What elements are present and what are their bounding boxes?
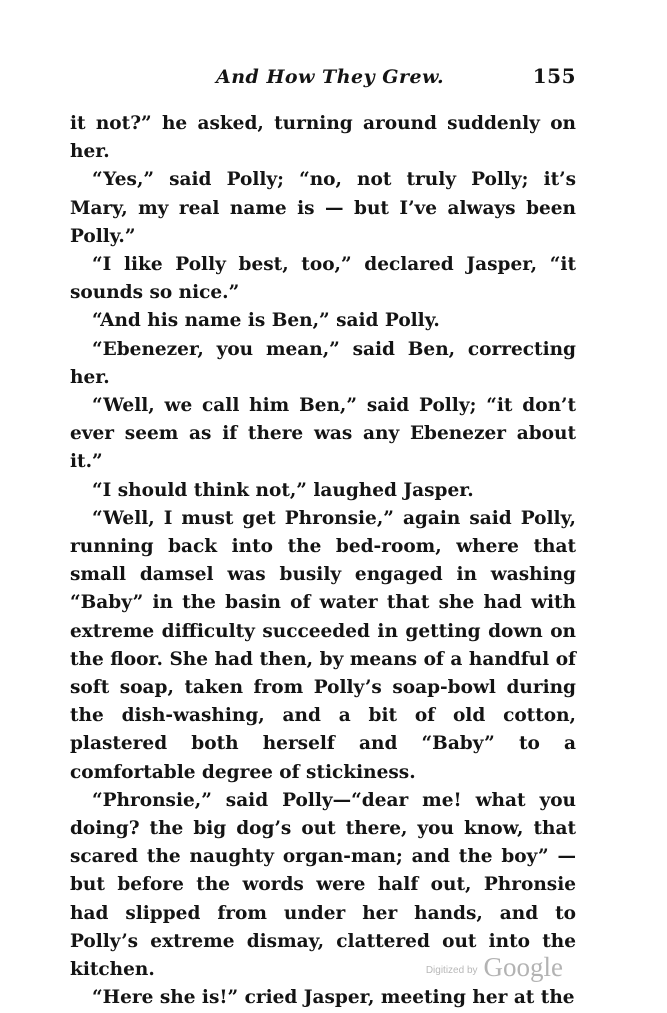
paragraph: “Well, I must get Phronsie,” again said Polly, running back into the bed-room, where that small damsel was busily engaged in washing “Baby” in the basin of water that she had with extreme difficulty succeeded in getting down on the floor. She had then, by means of a handful of soft soap, taken from Polly’s soap-bowl during the dish-washing, and a bit of old cotton, plastered both herself and “Baby” to a comfortable degree of stickiness.: [70, 507, 576, 783]
running-title: And How They Grew.: [216, 66, 445, 88]
paragraph-continuation: it not?” he asked, turning around suddenly on her.: [70, 113, 576, 163]
watermark-prefix: Digitized by: [425, 965, 478, 976]
digitized-by-google-watermark: [426, 946, 563, 982]
paragraph: “I like Polly best, too,” declared Jasper, “it sounds so nice.”: [70, 254, 576, 304]
paragraph: “Here she is!” cried Jasper, meeting her at the: [92, 987, 575, 1009]
running-head: [70, 66, 576, 96]
paragraph: “I should think not,” laughed Jasper.: [92, 479, 474, 501]
paragraph: “And his name is Ben,” said Polly.: [92, 310, 440, 332]
paragraph: “Yes,” said Polly; “no, not truly Polly; it’s Mary, my real name is — but I’ve always been Polly.”: [70, 169, 576, 247]
paragraph: “Well, we call him Ben,” said Polly; “it don’t ever seem as if there was any Ebenezer about it.”: [70, 395, 576, 473]
google-logo: Google: [483, 952, 563, 982]
body-text: [70, 110, 576, 1013]
paragraph: “Phronsie,” said Polly—“dear me! what you doing? the big dog’s out there, you know, that scared the naughty organ-man; and the boy” — but before the words were half out, Phronsie had slipped from under her hands, and to Polly’s extreme dismay, clattered out into the kitchen.: [70, 789, 576, 981]
page-number: 155: [532, 64, 576, 88]
paragraph: “Ebenezer, you mean,” said Ben, correcting her.: [70, 338, 576, 388]
